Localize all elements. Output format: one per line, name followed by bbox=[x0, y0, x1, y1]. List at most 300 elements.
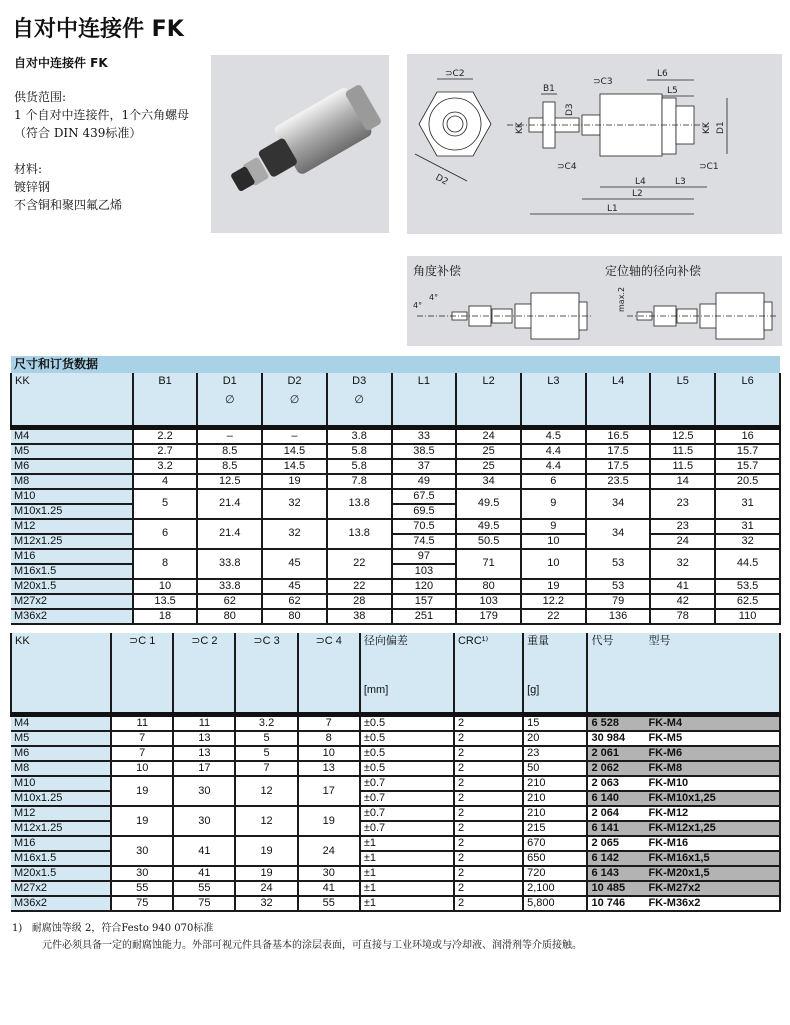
data-cell: ±0.7 bbox=[360, 791, 454, 806]
kk-cell: M12x1.25 bbox=[11, 821, 111, 836]
kk-cell: M12x1.25 bbox=[11, 534, 133, 549]
kk-cell: M10 bbox=[11, 776, 111, 791]
table-row bbox=[11, 731, 780, 746]
data-cell: 670 bbox=[523, 836, 587, 851]
data-cell: ±1 bbox=[360, 851, 454, 866]
kk-cell: M5 bbox=[11, 444, 133, 459]
material-info bbox=[14, 160, 122, 214]
data-cell: 23.5 bbox=[586, 474, 651, 489]
data-cell: 10 bbox=[521, 549, 586, 579]
data-cell: 110 bbox=[715, 609, 780, 624]
table-row bbox=[11, 579, 780, 594]
kk-cell: M4 bbox=[11, 715, 111, 732]
data-cell: 20.5 bbox=[715, 474, 780, 489]
tables-section bbox=[10, 356, 781, 954]
data-cell: 50.5 bbox=[456, 534, 521, 549]
table-row bbox=[11, 444, 780, 459]
data-cell: ±1 bbox=[360, 836, 454, 851]
kk-cell: M4 bbox=[11, 427, 133, 444]
type-code-cell: FK-M8 bbox=[645, 761, 780, 776]
product-photo bbox=[211, 55, 389, 233]
type-code-cell: FK-M27x2 bbox=[645, 881, 780, 896]
table-row bbox=[11, 427, 780, 444]
footnote-line: 耐腐蚀等级 2，符合Festo 940 070标准 bbox=[31, 923, 214, 934]
kk-cell: M20x1.5 bbox=[11, 579, 133, 594]
data-cell: 71 bbox=[456, 549, 521, 579]
type-code-cell: FK-M16x1,5 bbox=[645, 851, 780, 866]
data-cell: 3.2 bbox=[235, 715, 297, 732]
column-header bbox=[523, 633, 587, 715]
part-number-cell: 30 984 bbox=[587, 731, 645, 746]
data-cell: 49.5 bbox=[456, 489, 521, 519]
table-row bbox=[11, 715, 780, 732]
data-cell: – bbox=[262, 427, 327, 444]
type-code-cell: FK-M4 bbox=[645, 715, 780, 732]
data-cell: 8 bbox=[298, 731, 360, 746]
type-code-cell: FK-M10 bbox=[645, 776, 780, 791]
data-cell: 10 bbox=[521, 534, 586, 549]
data-cell: 8 bbox=[133, 549, 198, 579]
label-d3: D3 bbox=[565, 103, 575, 116]
data-cell: 12.2 bbox=[521, 594, 586, 609]
material-label: 材料: bbox=[14, 162, 43, 176]
table-row bbox=[11, 746, 780, 761]
data-cell: 2 bbox=[454, 806, 523, 821]
part-number-cell: 10 746 bbox=[587, 896, 645, 911]
data-cell: 33.8 bbox=[197, 549, 262, 579]
data-cell: 55 bbox=[298, 896, 360, 911]
column-header bbox=[587, 633, 645, 715]
kk-cell: M8 bbox=[11, 761, 111, 776]
part-number-cell: 2 065 bbox=[587, 836, 645, 851]
data-cell: 2 bbox=[454, 866, 523, 881]
data-cell: 31 bbox=[715, 489, 780, 519]
label-l5: L5 bbox=[667, 86, 678, 96]
kk-cell: M10 bbox=[11, 489, 133, 504]
column-header bbox=[197, 373, 262, 427]
column-header bbox=[392, 373, 457, 427]
table-row bbox=[11, 836, 780, 851]
data-cell: 2 bbox=[454, 715, 523, 732]
header-label: D3 bbox=[352, 375, 367, 387]
data-cell: 38 bbox=[327, 609, 392, 624]
data-cell: 30 bbox=[298, 866, 360, 881]
header-label: KK bbox=[15, 634, 30, 647]
data-cell: 7 bbox=[235, 761, 297, 776]
unit-label: [mm] bbox=[363, 683, 389, 696]
data-cell: 21.4 bbox=[197, 489, 262, 519]
data-cell: 30 bbox=[173, 806, 235, 836]
column-header bbox=[650, 373, 715, 427]
table-row bbox=[11, 474, 780, 489]
table-row bbox=[11, 806, 780, 821]
data-cell: 5 bbox=[235, 731, 297, 746]
data-cell: 650 bbox=[523, 851, 587, 866]
data-cell: ±0.5 bbox=[360, 746, 454, 761]
data-cell: ±0.7 bbox=[360, 776, 454, 791]
diameter-symbol: ∅ bbox=[224, 394, 235, 406]
label-l1: L1 bbox=[607, 204, 618, 214]
column-header bbox=[298, 633, 360, 715]
data-cell: 75 bbox=[173, 896, 235, 911]
label-kk-right: KK bbox=[702, 122, 712, 134]
data-cell: 24 bbox=[650, 534, 715, 549]
data-cell: 2.7 bbox=[133, 444, 198, 459]
data-cell: 44.5 bbox=[715, 549, 780, 579]
table-row bbox=[11, 534, 780, 549]
diameter-symbol: ∅ bbox=[354, 394, 364, 406]
data-cell: 4.4 bbox=[521, 459, 586, 474]
column-header bbox=[521, 373, 586, 427]
data-cell: 10 bbox=[111, 761, 173, 776]
header-label: L3 bbox=[547, 375, 560, 387]
data-cell: 53 bbox=[586, 549, 651, 579]
header-label: B1 bbox=[158, 375, 172, 387]
data-cell: 37 bbox=[392, 459, 457, 474]
data-cell: 19 bbox=[521, 579, 586, 594]
data-cell: 2 bbox=[454, 746, 523, 761]
table-row bbox=[11, 881, 780, 896]
column-header bbox=[360, 633, 454, 715]
data-cell: 17 bbox=[298, 776, 360, 806]
data-cell: 120 bbox=[392, 579, 457, 594]
data-cell: 2,100 bbox=[523, 881, 587, 896]
data-cell: ±1 bbox=[360, 866, 454, 881]
header-label: 径向偏差 bbox=[363, 634, 408, 647]
header-label: L2 bbox=[482, 375, 495, 387]
table-row bbox=[11, 776, 780, 791]
data-cell: 23 bbox=[650, 489, 715, 519]
header-label: ⊃C 1 bbox=[129, 634, 156, 647]
table-row bbox=[11, 896, 780, 911]
data-cell: 17.5 bbox=[586, 459, 651, 474]
part-number-cell: 6 143 bbox=[587, 866, 645, 881]
kk-cell: M16 bbox=[11, 836, 111, 851]
data-cell: 24 bbox=[235, 881, 297, 896]
data-cell: 19 bbox=[111, 776, 173, 806]
data-cell: 14.5 bbox=[262, 444, 327, 459]
data-cell: 42 bbox=[650, 594, 715, 609]
label-l4: L4 bbox=[635, 177, 646, 187]
data-cell: 12 bbox=[235, 806, 297, 836]
supply-label: 供货范围: bbox=[14, 90, 67, 104]
ordering-table bbox=[10, 633, 781, 913]
product-subtitle: 自对中连接件 FK bbox=[14, 56, 108, 70]
data-cell: 9 bbox=[521, 519, 586, 534]
data-cell: 4 bbox=[133, 474, 198, 489]
data-cell: 157 bbox=[392, 594, 457, 609]
data-cell: 12 bbox=[235, 776, 297, 806]
data-cell: 62.5 bbox=[715, 594, 780, 609]
dimension-drawing bbox=[407, 54, 782, 234]
data-cell: 25 bbox=[456, 444, 521, 459]
header-label: L1 bbox=[417, 375, 431, 387]
data-cell: 8.5 bbox=[197, 444, 262, 459]
data-cell: 12.5 bbox=[650, 427, 715, 444]
data-cell: ±0.5 bbox=[360, 761, 454, 776]
data-cell: 136 bbox=[586, 609, 651, 624]
kk-cell: M8 bbox=[11, 474, 133, 489]
column-header bbox=[11, 373, 133, 427]
data-cell: 15.7 bbox=[715, 459, 780, 474]
dimensions-table bbox=[10, 356, 781, 625]
header-label: D1 bbox=[222, 375, 237, 387]
data-cell: 5,800 bbox=[523, 896, 587, 911]
data-cell: 16 bbox=[715, 427, 780, 444]
data-cell: 210 bbox=[523, 806, 587, 821]
data-cell: 2 bbox=[454, 821, 523, 836]
data-cell: 4.4 bbox=[521, 444, 586, 459]
kk-cell: M10x1.25 bbox=[11, 504, 133, 519]
data-cell: ±1 bbox=[360, 896, 454, 911]
data-cell: 17.5 bbox=[586, 444, 651, 459]
data-cell: 23 bbox=[523, 746, 587, 761]
header-label: CRC¹⁾ bbox=[457, 634, 489, 647]
data-cell: 28 bbox=[327, 594, 392, 609]
data-cell: 2 bbox=[454, 791, 523, 806]
type-code-cell: FK-M6 bbox=[645, 746, 780, 761]
table-title: 尺寸和订货数据 bbox=[11, 356, 780, 373]
table-title-row bbox=[11, 356, 780, 373]
data-cell: 45 bbox=[262, 579, 327, 594]
data-cell: 70.5 bbox=[392, 519, 457, 534]
kk-cell: M12 bbox=[11, 806, 111, 821]
data-cell: 24 bbox=[298, 836, 360, 866]
data-cell: 41 bbox=[173, 836, 235, 866]
part-number-cell: 6 528 bbox=[587, 715, 645, 732]
data-cell: 7 bbox=[111, 746, 173, 761]
data-cell: 19 bbox=[111, 806, 173, 836]
data-cell: 7 bbox=[111, 731, 173, 746]
data-cell: 50 bbox=[523, 761, 587, 776]
data-cell: 5 bbox=[235, 746, 297, 761]
compensation-diagram bbox=[407, 256, 782, 346]
data-cell: 74.5 bbox=[392, 534, 457, 549]
column-header bbox=[454, 633, 523, 715]
data-cell: 23 bbox=[650, 519, 715, 534]
type-code-cell: FK-M16 bbox=[645, 836, 780, 851]
data-cell: 62 bbox=[262, 594, 327, 609]
header-label: L6 bbox=[741, 375, 754, 387]
data-cell: 97 bbox=[392, 549, 457, 564]
data-cell: 22 bbox=[327, 549, 392, 579]
data-cell: 62 bbox=[197, 594, 262, 609]
column-header bbox=[586, 373, 651, 427]
data-cell: 11.5 bbox=[650, 459, 715, 474]
data-cell: 11.5 bbox=[650, 444, 715, 459]
label-l6: L6 bbox=[657, 69, 668, 79]
column-header bbox=[327, 373, 392, 427]
data-cell: 32 bbox=[715, 534, 780, 549]
data-cell: 41 bbox=[173, 866, 235, 881]
data-cell: 69.5 bbox=[392, 504, 457, 519]
data-cell: 38.5 bbox=[392, 444, 457, 459]
data-cell: 19 bbox=[235, 836, 297, 866]
data-cell: 34 bbox=[586, 489, 651, 519]
supply-line: 1 个自对中连接件，1个六角螺母 bbox=[14, 108, 190, 122]
data-cell: 18 bbox=[133, 609, 198, 624]
footnote bbox=[10, 920, 781, 954]
data-cell: 215 bbox=[523, 821, 587, 836]
data-cell: 103 bbox=[456, 594, 521, 609]
part-number-cell: 2 064 bbox=[587, 806, 645, 821]
label-d2: D2 bbox=[433, 172, 450, 188]
data-cell: 3.8 bbox=[327, 427, 392, 444]
material-line: 不含铜和聚四氟乙烯 bbox=[14, 198, 123, 212]
data-cell: 80 bbox=[456, 579, 521, 594]
data-cell: 7 bbox=[298, 715, 360, 732]
header-label: 重量 bbox=[527, 634, 550, 647]
table-row bbox=[11, 609, 780, 624]
data-cell: 32 bbox=[262, 519, 327, 549]
data-cell: 251 bbox=[392, 609, 457, 624]
label-b1: B1 bbox=[543, 84, 555, 94]
supply-scope bbox=[14, 88, 189, 142]
data-cell: 30 bbox=[111, 836, 173, 866]
part-number-cell: 10 485 bbox=[587, 881, 645, 896]
data-cell: 103 bbox=[392, 564, 457, 579]
kk-cell: M16x1.5 bbox=[11, 564, 133, 579]
data-cell: 179 bbox=[456, 609, 521, 624]
data-cell: 13.8 bbox=[327, 519, 392, 549]
data-cell: 41 bbox=[298, 881, 360, 896]
kk-cell: M27x2 bbox=[11, 881, 111, 896]
header-label: ⊃C 3 bbox=[253, 634, 280, 647]
data-cell: – bbox=[197, 427, 262, 444]
label-sw4: ⊃C4 bbox=[557, 162, 577, 172]
data-cell: 2 bbox=[454, 896, 523, 911]
table-row bbox=[11, 866, 780, 881]
data-cell: ±0.5 bbox=[360, 731, 454, 746]
kk-cell: M36x2 bbox=[11, 896, 111, 911]
supply-line: （符合 DIN 439标准） bbox=[14, 126, 142, 140]
table-row bbox=[11, 549, 780, 564]
table-row bbox=[11, 761, 780, 776]
kk-cell: M6 bbox=[11, 746, 111, 761]
label-l3: L3 bbox=[675, 177, 686, 187]
column-header bbox=[235, 633, 297, 715]
data-cell: 210 bbox=[523, 791, 587, 806]
data-cell: 2 bbox=[454, 836, 523, 851]
label-d1: D1 bbox=[716, 121, 726, 134]
part-number-cell: 2 063 bbox=[587, 776, 645, 791]
data-cell: 11 bbox=[111, 715, 173, 732]
data-cell: 80 bbox=[262, 609, 327, 624]
type-code-cell: FK-M12x1,25 bbox=[645, 821, 780, 836]
table-row bbox=[11, 594, 780, 609]
data-cell: ±0.7 bbox=[360, 821, 454, 836]
data-cell: 3.2 bbox=[133, 459, 198, 474]
header-label: KK bbox=[15, 375, 30, 387]
data-cell: ±0.7 bbox=[360, 806, 454, 821]
data-cell: 34 bbox=[456, 474, 521, 489]
data-cell: 32 bbox=[650, 549, 715, 579]
data-cell: 14.5 bbox=[262, 459, 327, 474]
angle-label: 4° bbox=[413, 301, 423, 310]
type-code-cell: FK-M12 bbox=[645, 806, 780, 821]
data-cell: 19 bbox=[235, 866, 297, 881]
table-header-row bbox=[11, 633, 780, 715]
data-cell: 30 bbox=[111, 866, 173, 881]
data-cell: 6 bbox=[521, 474, 586, 489]
diameter-symbol: ∅ bbox=[289, 394, 300, 406]
label-sw3: ⊃C3 bbox=[593, 77, 613, 87]
kk-cell: M36x2 bbox=[11, 609, 133, 624]
data-cell: 9 bbox=[521, 489, 586, 519]
data-cell: 22 bbox=[327, 579, 392, 594]
max-offset-label: max.2 bbox=[617, 286, 626, 312]
column-header bbox=[645, 633, 780, 715]
column-header bbox=[715, 373, 780, 427]
table-header-row bbox=[11, 373, 780, 427]
radial-compensation-label: 定位轴的径向补偿 bbox=[605, 264, 702, 278]
data-cell: 34 bbox=[586, 519, 651, 549]
data-cell: 32 bbox=[235, 896, 297, 911]
data-cell: 720 bbox=[523, 866, 587, 881]
kk-cell: M16 bbox=[11, 549, 133, 564]
data-cell: 13 bbox=[173, 731, 235, 746]
data-cell: ±1 bbox=[360, 881, 454, 896]
kk-cell: M16x1.5 bbox=[11, 851, 111, 866]
data-cell: 25 bbox=[456, 459, 521, 474]
page-title: 自对中连接件 FK bbox=[12, 17, 184, 42]
angle-label: 4° bbox=[429, 293, 439, 302]
data-cell: 15 bbox=[523, 715, 587, 732]
label-sw1: ⊃C1 bbox=[699, 162, 719, 172]
header-label: 代号 bbox=[591, 634, 614, 647]
data-cell: 45 bbox=[262, 549, 327, 579]
data-cell: 80 bbox=[197, 609, 262, 624]
data-cell: 53.5 bbox=[715, 579, 780, 594]
data-cell: 78 bbox=[650, 609, 715, 624]
footnote-line: 元件必须具备一定的耐腐蚀能力。外部可视元件具备基本的涂层表面，可直接与工业环境或与冷却液、润滑剂等介质接触。 bbox=[42, 940, 582, 951]
data-cell: 5.8 bbox=[327, 459, 392, 474]
kk-cell: M10x1.25 bbox=[11, 791, 111, 806]
data-cell: 67.5 bbox=[392, 489, 457, 504]
data-cell: 12.5 bbox=[197, 474, 262, 489]
part-number-cell: 6 141 bbox=[587, 821, 645, 836]
column-header bbox=[111, 633, 173, 715]
kk-cell: M12 bbox=[11, 519, 133, 534]
data-cell: 55 bbox=[111, 881, 173, 896]
table-row bbox=[11, 489, 780, 504]
data-cell: 49.5 bbox=[456, 519, 521, 534]
data-cell: 21.4 bbox=[197, 519, 262, 549]
column-header bbox=[133, 373, 198, 427]
part-number-cell: 6 142 bbox=[587, 851, 645, 866]
data-cell: 13.8 bbox=[327, 489, 392, 519]
data-cell: 14 bbox=[650, 474, 715, 489]
data-cell: 2 bbox=[454, 851, 523, 866]
column-header bbox=[262, 373, 327, 427]
footnote-mark: 1) bbox=[12, 923, 23, 934]
data-cell: 32 bbox=[262, 489, 327, 519]
data-cell: 10 bbox=[133, 579, 198, 594]
part-number-cell: 6 140 bbox=[587, 791, 645, 806]
label-l2: L2 bbox=[632, 189, 643, 199]
type-code-cell: FK-M10x1,25 bbox=[645, 791, 780, 806]
label-kk-left: KK bbox=[515, 122, 525, 134]
data-cell: 13 bbox=[298, 761, 360, 776]
data-cell: 30 bbox=[173, 776, 235, 806]
data-cell: 20 bbox=[523, 731, 587, 746]
column-header bbox=[456, 373, 521, 427]
data-cell: 2.2 bbox=[133, 427, 198, 444]
header-label: L5 bbox=[676, 375, 689, 387]
data-cell: 5 bbox=[133, 489, 198, 519]
data-cell: 19 bbox=[262, 474, 327, 489]
type-code-cell: FK-M36x2 bbox=[645, 896, 780, 911]
